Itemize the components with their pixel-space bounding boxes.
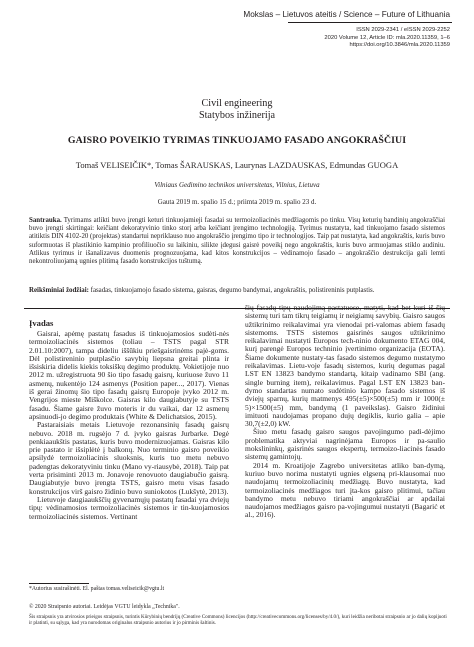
paragraph: šių fasadų tipų naudojimą pastatuose, matyti, kad bet kuri iš šių sistemų turi tam tikrų teigiamų ir neigiamų savybių. Gaisro saugos užtikrinimo reikalavimai yra vienodai pri-valomas abiem fasadų sistemoms. TSTS sistemos gaisrinės saugos užtikrinimo reikalavimai nustatyti Europos tech-ninio dokumento ETAG 004, kurį parengė Europos techninio įvertinimo organizacija (EOTA). Šiame dokumente nustaty-tas fasado sistemos degumo nustatymo reikalavimas. Lietu-voje fasadų sistemos, kurių degumas pagal LST EN 13823 bandymo standartą, kitaip vadinamo SBI (ang. single burning item), reikalavimus. Pagal LST EN 13823 ban-dymo standartas numato sudėtinio kampo fasado sistemos iš dviejų sparnų, kurių matmenys 495(±5)×500(±5) mm ir 1000(± 5)×1500(±5) mm, bandymą (1 paveikslas). Gaisro židiniui imituoti naudojamas propano dujų degiklis, kurio galia – apie 30,7(±2,0) kW. [245, 303, 445, 429]
section-name-lt: Statybos inžinerija [198, 110, 276, 121]
article-title: GAISRO POVEIKIO TYRIMAS TINKUOJAMO FASADO ANGOKRAŠČIUI [67, 135, 407, 146]
keywords-text: fasadas, tinkuojamojo fasado sistema, gaisras, degumo bandymai, angokraštis, polistireninis putplastis. [88, 287, 375, 294]
copyright-notice: © 2020 Straipsnio autoriai. Leidėjas VGTU leidykla „Technika". [29, 604, 180, 610]
paragraph: 2014 m. Kroatijoje Zagrebo universitetas atliko ban-dymą, kuriuo buvo norima nustatyti ugnies elgseną pri-klausomai nuo naudojamų termoizoliacinių medžiagų. Buvo nustatyta, kad termoizoliacinės medžiagos turi įta-kos gaisro plitimui, tačiau bandymo metu nebuvo tiriami angokraščiai ar apdailai naudojamos medžiagos gaisro pa-vojingumui nustatyti (Bagarić et al., 2016). [245, 460, 445, 520]
paragraph: Gaisrai, apėmę pastatų fasadus iš tinkuojamosios sudėti-nės termoizoliacinės sistemos (toliau – TSTS pagal STR 2.01.10:2007), tampa dideliu iššūkiu priešgaisrinėms pajė-goms. Dėl polistireninio putplasčio savybių liepsna greitai plinta ir išsiskiria didelis kiekis toksiškų degimo produktų. Vokietijoje nuo 2012 m. užregistruota 90 šio tipo fasadų gaisrų, kuriuose žuvo 11 asmenų, nukentėjo 124 asmenys (Position paper..., 2017). Vienas iš gerai žinomų šio tipo fasadų gaisrų Europoje įvyko 2012 m. Vengrijos mieste Miškolce. Gaisras kilo daugiabutyje su TSTS fasadu. Šiame gaisre žuvo moteris ir du vaikai, dar 12 asmenų apsinuodi-jo degimo produktais (White & Delichatsios, 2015). [29, 329, 229, 421]
journal-name: Mokslas – Lietuvos ateitis / Science – Future of Lithuania [243, 10, 450, 19]
header-rule [288, 22, 452, 23]
abstract-label: Santrauka. [29, 217, 62, 224]
paragraph: Pastaraisiais metais Lietuvoje rezonansinių fasadų gaisrų nebuvo. 2018 m. rugsėjo 7 d. įvyko gaisras Jurbarke. Degė penkiaaukštis pastatas, kuris buvo modernizuojamas. Gaisras kilo prie pastato ir išsiplėtė į balkonų. Nuo terminio gaisro poveikio apsilydė termoizoliacinis sluoksnis, kuris tuo metu nebuvo padengtas dekoratyviniu tinku (Mano vy-riausybė, 2018). Taip pat verta prisiminti 2013 m. Jonavoje renovuoto daugiabučio gaisrą. Daugiabutyje buvo įrengta TSTS, gaisro metu visas fasado konstrukcijos virš gaisro židinio buvo suniokotos (Lukšytė, 2013). [29, 420, 229, 496]
paragraph: Šiuo metu fasadų gaisro saugos pavojingumo padi-dėjimo problematika aktyviai nagrinėjama Europos ir pa-saulio mokslininkų, gaisrinės saugos ekspertų, termoizo-liacinės fasado sistemų gamintojų. [245, 427, 445, 462]
section-name-en: Civil engineering [201, 98, 273, 109]
keywords-label: Reikšminiai žodžiai: [29, 287, 89, 294]
author-list: Tomaš VELISEIČIK*, Tomas ŠARAUSKAS, Laurynas LAZDAUSKAS, Edmundas GUOGA [75, 160, 399, 170]
left-column [29, 330, 229, 521]
affiliation: Vilniaus Gedimino technikos universitetas, Vilnius, Lietuva [154, 181, 320, 189]
right-column [245, 304, 445, 520]
abstract [29, 217, 445, 266]
corresponding-author-footnote: *Autorius susirašinėti. El. paštas tomas.veliseicik@vgtu.lt [29, 586, 165, 592]
issn-line: ISSN 2029-2341 / eISSN 2029-2252 [356, 27, 450, 33]
volume-line: 2020 Volume 12, Article ID: mla.2020.11359, 1–6 [324, 34, 450, 41]
footnote-rule [29, 583, 89, 584]
keywords [29, 287, 445, 295]
abstract-text: Tyrimams atlikti buvo įrengti keturi tinkuojamieji fasadai su termoizoliacinės medžiagomis po tinku. Visų keturių bandinių angokraščiai buvo įrengti skirtingai: keičiant dekoratyvinio tinko storį arba keičiant įrengimo technologiją. Tyrimus nustatyta, kad tinkuojamo fasado sistemos atitiktis DIN 4102-20 (projektas) standartui nepriklauso nuo angokraščio įrengimo tipo ir technologijos. Taip pat nustatyta, kad angokraštis, kuris buvo suformuotas iš plastikinio kampinio profiliuočio su laikiniu, silikte įdegusi gaisrė poveikį nego angokraštis, kuris buvo armuojamas stiklo audiniu. Atlikus tyrimus ir išanalizavus duomenis prognozuojama, kad kitos konstrukcijos – vėdinamojo fasado – angokraščio destrukcija gali lemti nekontroliuojamą ugnies plitimą fasado konstrukcijos tuštumą. [29, 217, 446, 266]
received-accepted-dates: Gauta 2019 m. spalio 15 d.; priimta 2019 m. spalio 23 d. [157, 198, 317, 206]
paragraph: Lietuvoje daugiaaukščių gyvenamųjų pastatų fasadai yra dviejų tipų: vėdinamosios termoizoliacinės sistemos ir tin-kuojamosios termoizoliacinės sistemos. Vertinant [29, 494, 229, 521]
intro-heading: Įvadas [29, 318, 54, 328]
license-notice: Šis straipsnis yra atvirosios prieigos straipsnis, turintis Kūrybinių bendrijų (Creative Commons) licencijos (http://creativecommons.org/licenses/by/4.0/), kuri leidžia neribotai straipsnio ar jo dalių kopijuoti ir platinti, su sąlyga, kad yra nurodomas originalus straipsnio autorius ir jo pirminis šaltinis. [29, 614, 447, 627]
doi-link[interactable]: https://doi.org/10.3846/mla.2020.11359 [349, 42, 450, 49]
